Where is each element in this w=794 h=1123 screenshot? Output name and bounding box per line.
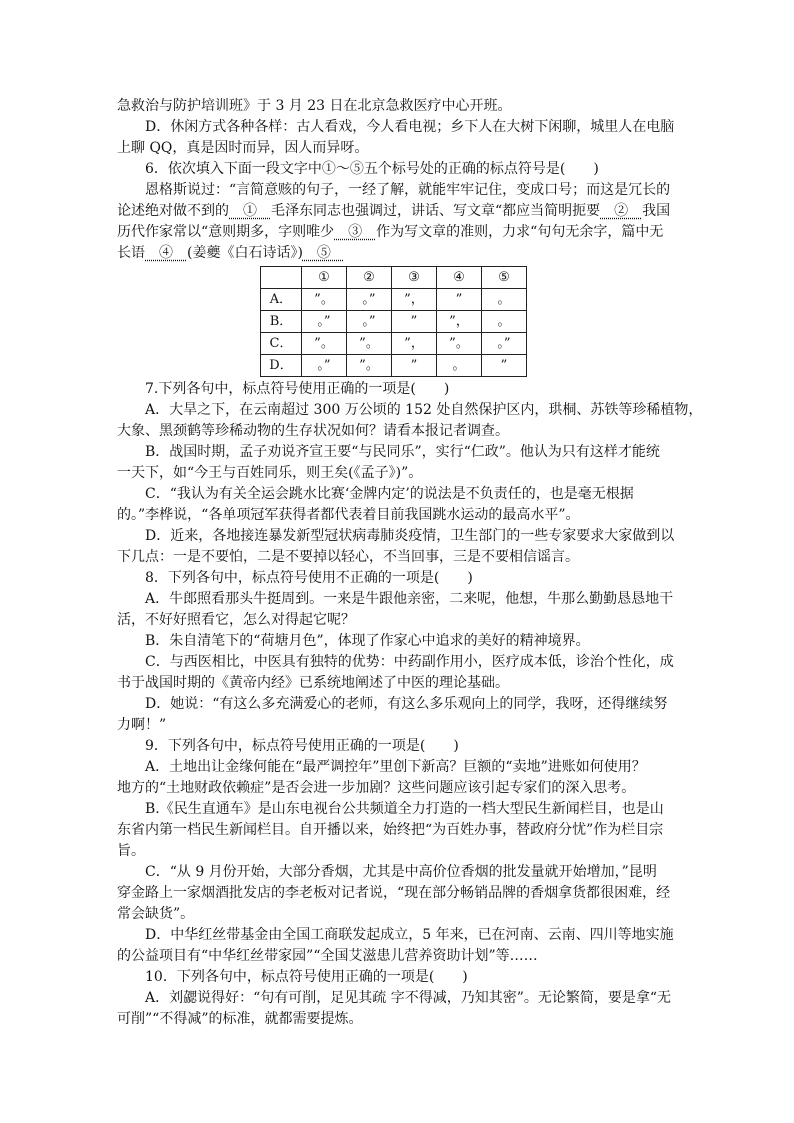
text-line: 一天下，如“今王与百姓同乐，则王矣(《孟子》)”。 bbox=[117, 465, 423, 481]
text-line: A．土地出让金缘何能在“最严调控年”里创下新高？巨额的“卖地”进账如何使用？ bbox=[145, 759, 646, 775]
text-line: 活，不好好照看它，怎么对得起它呢？ bbox=[117, 612, 355, 628]
table-cell: ”。 bbox=[437, 333, 482, 355]
text-line: 10．下列各句中，标点符号使用正确的一项是( ) bbox=[145, 969, 468, 985]
table-header-cell: ② bbox=[347, 267, 392, 289]
option-label-cell: B． bbox=[261, 311, 302, 333]
text-line: 力啊！” bbox=[117, 717, 167, 733]
q6-passage-line: 恩格斯说过：“言简意赅的句子，一经了解，就能牢牢记住，变成口号；而这是冗长的 bbox=[145, 182, 671, 198]
q6-passage-line: 历代作家常以“意则期多，字则唯少 ③ 作为写文章的准则，力求“句句无余字，篇中无 bbox=[117, 224, 664, 240]
table-header-cell: ⑤ bbox=[482, 267, 527, 289]
table-cell: ”。 bbox=[302, 289, 347, 311]
text-line: C．“我认为有关全运会跳水比赛‘金牌内定’的说法是不负责任的，也是毫无根据 bbox=[145, 486, 634, 502]
text-line: B．朱自清笔下的“荷塘月色”，体现了作家心中追求的美好的精神境界。 bbox=[145, 633, 590, 649]
text-block-bottom bbox=[117, 379, 703, 1030]
text-block-top bbox=[117, 96, 677, 180]
table-cell: 。 bbox=[482, 289, 527, 311]
blank-marker: ② bbox=[600, 203, 643, 219]
table-cell: ” bbox=[482, 355, 527, 377]
text-line: 旨。 bbox=[117, 843, 145, 859]
text-line: C．“从 9 月份开始，大部分香烟，尤其是中高价位香烟的批发量就开始增加，”昆明 bbox=[145, 864, 657, 880]
text-line: 下几点：一是不要怕，二是不要掉以轻心，不当回事，三是不要相信谣言。 bbox=[117, 549, 579, 565]
option-label-cell: D． bbox=[261, 355, 302, 377]
table-header-cell: ① bbox=[302, 267, 347, 289]
text-line: A．牛郎照看那头牛挺周到。一来是牛跟他亲密，二来呢，他想，牛那么勤勤恳恳地干 bbox=[145, 591, 674, 607]
text-line: 东省内第一档民生新闻栏目。自开播以来，始终把“为百姓办事，替政府分忧”作为栏目宗 bbox=[117, 822, 664, 838]
table-row bbox=[261, 333, 527, 355]
text-line: 的。”李桦说，“各单项冠军获得者都代表着目前我国跳水运动的最高水平”。 bbox=[117, 507, 580, 523]
table-header-cell: ④ bbox=[437, 267, 482, 289]
table-row bbox=[261, 311, 527, 333]
text-line: 8．下列各句中，标点符号使用不正确的一项是( ) bbox=[145, 570, 473, 586]
text-line: 地方的“土地财政依赖症”是否会进一步加剧？这些问题应该引起专家们的深入思考。 bbox=[117, 780, 636, 796]
table-cell: 。 bbox=[482, 311, 527, 333]
table-row bbox=[261, 289, 527, 311]
punctuation-options-table bbox=[260, 266, 527, 377]
text-line: B.《民生直通车》是山东电视台公共频道全力打造的一档大型民生新闻栏目，也是山 bbox=[145, 801, 664, 817]
table-header-cell bbox=[261, 267, 302, 289]
q6-passage-line: 长语 ④ (姜夔《白石诗话》) ⑤ bbox=[117, 245, 345, 261]
document-page bbox=[117, 96, 703, 1030]
table-cell: ”， bbox=[437, 311, 482, 333]
text-line: 常会缺货”。 bbox=[117, 906, 195, 922]
table-cell: 。” bbox=[482, 333, 527, 355]
blank-marker: ⑤ bbox=[302, 245, 345, 261]
q6-passage-line: 论述绝对做不到的 ① 毛泽东同志也强调过，讲话、写文章“都应当简明扼要 ② 我国 bbox=[117, 203, 671, 219]
text-line: A．刘勰说得好：“句有可削，足见其疏 字不得减，乃知其密”。无论繁简，要是拿“无 bbox=[145, 990, 672, 1006]
table-cell: ”， bbox=[392, 333, 437, 355]
text-line: 书于战国时期的《黄帝内经》已系统地阐述了中医的理论基础。 bbox=[117, 675, 509, 691]
text-line: B．战国时期，孟子劝说齐宣王要“与民同乐”，实行“仁政”。他认为只有这样才能统 bbox=[145, 444, 660, 460]
option-label-cell: A． bbox=[261, 289, 302, 311]
blank-marker: ① bbox=[229, 203, 271, 219]
table-cell: ”。 bbox=[302, 333, 347, 355]
table-cell: 。” bbox=[302, 355, 347, 377]
table-cell: 。” bbox=[302, 311, 347, 333]
table-cell: 。 bbox=[437, 355, 482, 377]
text-line: 6．依次填入下面一段文字中①～⑤五个标号处的正确的标点符号是( ) bbox=[145, 161, 599, 177]
text-line: 可削”“不得减”的标准，就都需要提炼。 bbox=[117, 1011, 363, 1027]
table-cell: 。” bbox=[347, 289, 392, 311]
text-line: D．休闲方式各种各样：古人看戏，今人看电视；乡下人在大树下闲聊，城里人在电脑 bbox=[145, 119, 675, 135]
text-line: 急救治与防护培训班》于 3 月 23 日在北京急救医疗中心开班。 bbox=[117, 98, 512, 114]
text-line: A．大旱之下，在云南超过 300 万公顷的 152 处自然保护区内，珙桐、苏铁等珍稀植物， bbox=[145, 402, 703, 418]
table-cell: ”。 bbox=[347, 355, 392, 377]
table-row bbox=[261, 355, 527, 377]
table-cell: ”。 bbox=[347, 333, 392, 355]
text-line: C．与西医相比，中医具有独特的优势：中药副作用小，医疗成本低，诊治个性化，成 bbox=[145, 654, 674, 670]
blank-marker: ③ bbox=[334, 224, 377, 240]
text-line: 的公益项目有“中华红丝带家园”“全国艾滋患儿营养资助计划”等…… bbox=[117, 948, 538, 964]
table-header-row bbox=[261, 267, 527, 289]
text-line: 上聊 QQ，真是因时而异，因人而异呀。 bbox=[117, 140, 369, 156]
table-cell: 。” bbox=[347, 311, 392, 333]
text-line: D．中华红丝带基金由全国工商联发起成立，5 年来，已在河南、云南、四川等地实施 bbox=[145, 927, 674, 943]
text-line: 9．下列各句中，标点符号使用正确的一项是( ) bbox=[145, 738, 459, 754]
table-cell: ”， bbox=[392, 289, 437, 311]
table-cell: ” bbox=[437, 289, 482, 311]
text-line: 穿金路上一家烟酒批发店的李老板对记者说，“现在部分畅销品牌的香烟拿货都很困难，经 bbox=[117, 885, 671, 901]
text-line: 7.下列各句中，标点符号使用正确的一项是( ) bbox=[145, 381, 450, 397]
table-header-cell: ③ bbox=[392, 267, 437, 289]
table-cell: ” bbox=[392, 311, 437, 333]
text-line: 大象、黑颈鹤等珍稀动物的生存状况如何？请看本报记者调查。 bbox=[117, 423, 509, 439]
text-line: D．近来，各地接连暴发新型冠状病毒肺炎疫情，卫生部门的一些专家要求大家做到以 bbox=[145, 528, 675, 544]
blank-marker: ④ bbox=[145, 245, 187, 261]
table-cell: ” bbox=[392, 355, 437, 377]
text-line: D．她说：“有这么多充满爱心的老师，有这么多乐观向上的同学，我呀，还得继续努 bbox=[145, 696, 668, 712]
option-label-cell: C． bbox=[261, 333, 302, 355]
